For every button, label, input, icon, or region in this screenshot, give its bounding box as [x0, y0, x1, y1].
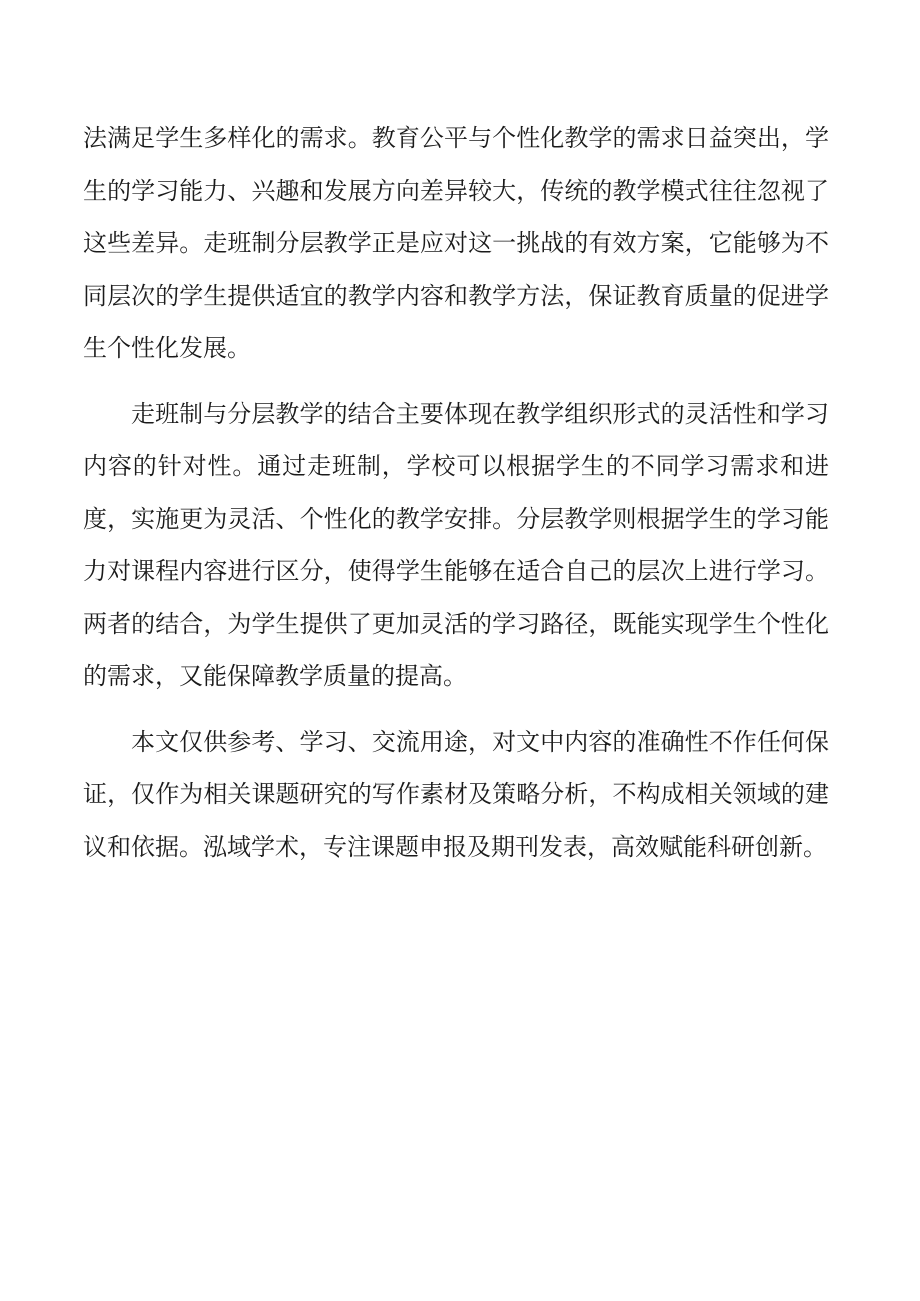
document-body [83, 112, 829, 886]
paragraph-disclaimer: 本文仅供参考、学习、交流用途，对文中内容的准确性不作任何保证，仅作为相关课题研究的写作素材及策略分析，不构成相关领域的建议和依据。泓域学术，专注课题申报及期刊发表，高效赋能科研创新。 [83, 727, 829, 861]
paragraph-combination: 走班制与分层教学的结合主要体现在教学组织形式的灵活性和学习内容的针对性。通过走班制，学校可以根据学生的不同学习需求和进度，实施更为灵活、个性化的教学安排。分层教学则根据学生的学习能力对课程内容进行区分，使得学生能够在适合自己的层次上进行学习。两者的结合，为学生提供了更加灵活的学习路径，既能实现学生个性化的需求，又能保障教学质量的提高。 [83, 399, 829, 690]
paragraph-continuation: 法满足学生多样化的需求。教育公平与个性化教学的需求日益突出，学生的学习能力、兴趣和发展方向差异较大，传统的教学模式往往忽视了这些差异。走班制分层教学正是应对这一挑战的有效方案，它能够为不同层次的学生提供适宜的教学内容和教学方法，保证教育质量的促进学生个性化发展。 [83, 124, 829, 362]
